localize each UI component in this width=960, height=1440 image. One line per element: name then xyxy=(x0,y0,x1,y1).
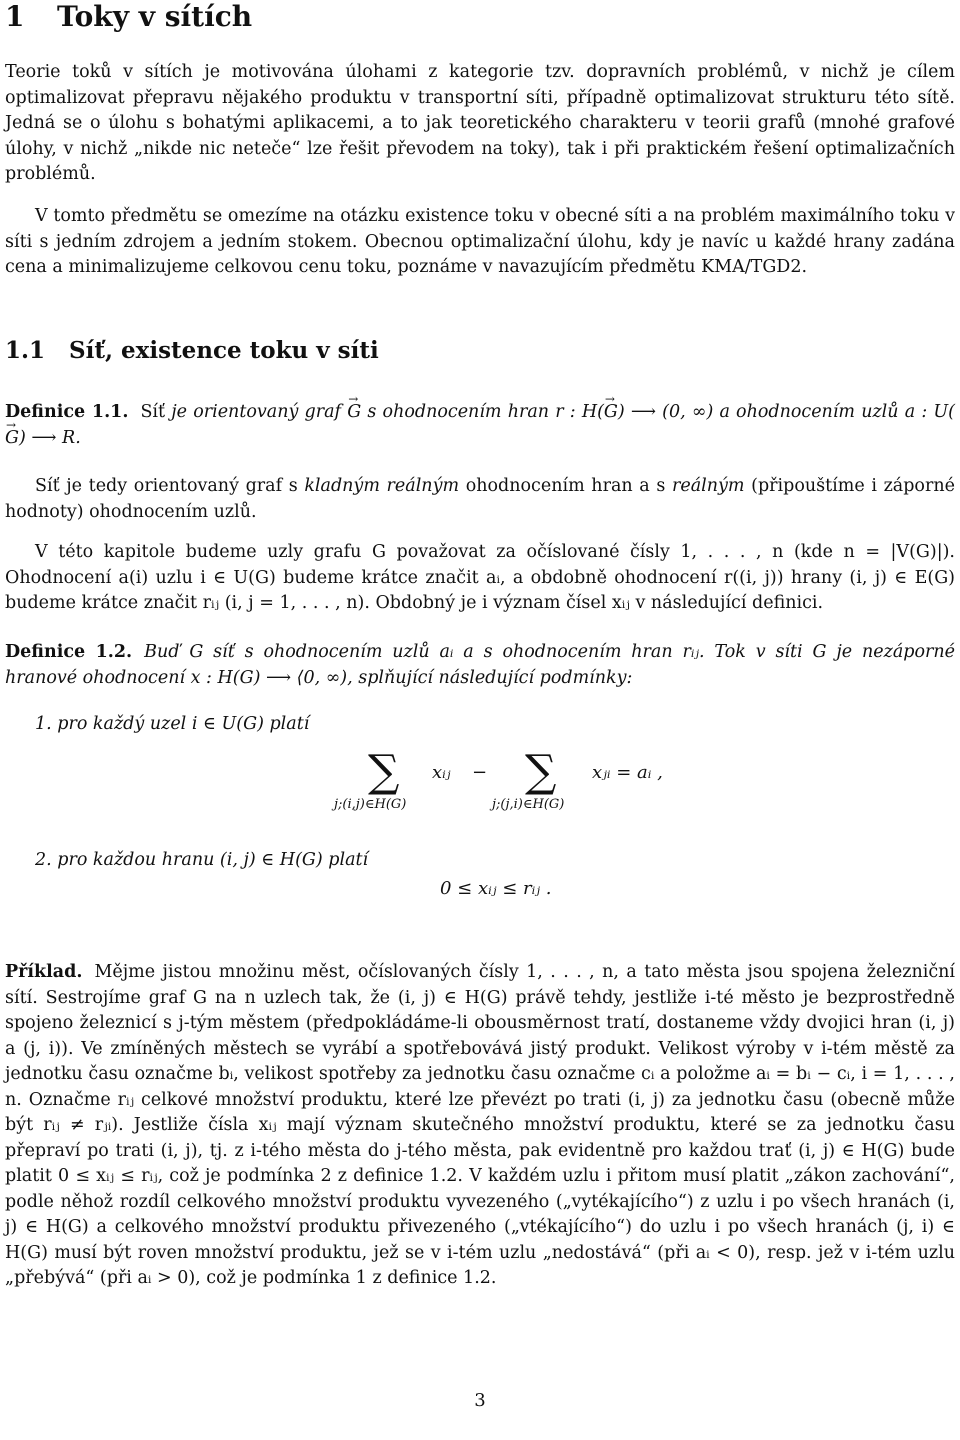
definition-1-1 xyxy=(5,400,955,451)
text-run: ohodnocením hran a s xyxy=(465,476,666,496)
definition-1-2 xyxy=(5,640,955,691)
after-def1-paragraph-2: V této kapitole budeme uzly grafu G považovat za očíslované čísly 1, . . . , n (kde n = |V(G)|). Ohodnocení a(i) uzlu i ∈ U(G) budeme krátce značit aᵢ, a obdobně ohodnocení r((i, j)) hrany (i, j) ∈ E(G) budeme krátce značit rᵢⱼ (i, j = 1, . . . , n). Obdobný je i význam čísel xᵢⱼ v následující definici. xyxy=(5,542,955,613)
graph-symbol: → G xyxy=(347,400,361,426)
section-number: 1.1 xyxy=(5,337,46,364)
def1-text-4: ) ⟶ (0, ∞) a ohodnocením uzlů xyxy=(617,402,899,422)
condition-2 xyxy=(35,848,935,874)
formula1-term-2: xⱼᵢ = aᵢ , xyxy=(592,762,663,783)
text-run: Síť je tedy orientovaný graf s xyxy=(35,476,298,496)
def1-text-1: je orientovaný graf xyxy=(171,402,342,422)
graph-symbol: → G xyxy=(5,426,19,452)
chapter-title: Toky v sítích xyxy=(57,0,253,33)
condition-2-label: 2. pro každou hranu (i, j) ∈ H(G) platí xyxy=(35,850,369,870)
sum-symbol-1: ∑ xyxy=(368,746,400,797)
section-heading xyxy=(5,336,379,366)
def1-text-5: a : U( xyxy=(904,402,956,422)
def2-text: Buď G síť s ohodnocením uzlů aᵢ a s ohodnocením hran rᵢⱼ. Tok v síti G je nezáporné hranové ohodnocení x : H(G) ⟶ ⟨0, ∞), splňující následující podmínky: xyxy=(5,642,955,688)
sum-symbol-2: ∑ xyxy=(525,746,557,797)
formula1-minus: − xyxy=(472,762,488,783)
example-label: Příklad. xyxy=(5,962,83,982)
text-run-italic: kladným reálným xyxy=(304,476,460,496)
formula1-sub-2: j;(j,i)∈H(G) xyxy=(492,797,565,812)
after-def1-paragraph-1 xyxy=(5,474,955,525)
def1-term: Síť xyxy=(140,402,166,422)
definition-label: Definice 1.2. xyxy=(5,642,133,662)
example-paragraph xyxy=(5,960,955,1292)
graph-symbol: → G xyxy=(604,400,618,426)
def1-text-6: ) ⟶ R. xyxy=(18,427,81,448)
text-run-italic: reálným xyxy=(671,476,745,496)
def1-text-3: r : H( xyxy=(555,402,604,422)
definition-label: Definice 1.1. xyxy=(5,402,129,422)
formula1-sub-1: j;(i,j)∈H(G) xyxy=(334,797,407,812)
section-title: Síť, existence toku v síti xyxy=(69,337,379,364)
intro-paragraph-2: V tomto předmětu se omezíme na otázku existence toku v obecné síti a na problém maximálního toku v síti s jedním zdrojem a jedním stokem. Obecnou optimalizační úlohu, kdy je navíc u každé hrany zadána cena a minimalizujeme celkovou cenu toku, poznáme v navazujícím předmětu KMA/TGD2. xyxy=(5,206,955,277)
def1-text-2: s ohodnocením hran xyxy=(367,402,550,422)
chapter-heading xyxy=(5,0,252,34)
text-run: (připouštíme i záporné hodnoty) ohodnocením uzlů. xyxy=(5,476,955,522)
page-number: 3 xyxy=(474,1390,486,1411)
formula1-term-1: xᵢⱼ xyxy=(432,762,451,783)
formula-2: 0 ≤ xᵢⱼ ≤ rᵢⱼ . xyxy=(440,878,552,899)
example-text: Mějme jistou množinu měst, očíslovaných čísly 1, . . . , n, a tato města jsou spojena železniční sítí. Sestrojíme graf G na n uzlech tak, že (i, j) ∈ H(G) právě tehdy, jestliže i-té město je bezprostředně spojeno železnicí s j-tým městem (předpokládáme-li obousměrnost tratí, dostaneme vždy dvojici hran (i, j) a (j, i)). Ve zmíněných městech se vyrábí a spotřebovává jistý produkt. Velikost výroby v i-tém městě za jednotku času označme bᵢ, velikost spotřeby za jednotku času označme cᵢ a položme aᵢ = bᵢ − cᵢ, i = 1, . . . , n. Označme rᵢⱼ celkové množství produktu, které lze převézt po trati (i, j) za jednotku času (obecně může být rᵢⱼ ≠ rⱼᵢ). Jestliže čísla xᵢⱼ mají význam skutečného množství produktu, které se za jednotku času přepraví po trati (i, j), tj. z i-tého města do j-tého města, pak evidentně pro každou trať (i, j) ∈ H(G) bude platit 0 ≤ xᵢⱼ ≤ rᵢⱼ, což je podmínka 2 z definice 1.2. V každém uzlu i přitom musí platit „zákon zachování“, podle něhož rozdíl celkového množství produktu vyvezeného („vytékajícího“) z uzlu i po všech hranách (i, j) ∈ H(G) a celkového množství produktu přivezeného („vtékajícího“) do uzlu i po všech hranách (j, i) ∈ H(G) musí být roven množství produktu, jež se v i-tém uzlu „nedostává“ (při aᵢ < 0), resp. jež v i-tém uzlu „přebývá“ (při aᵢ > 0), což je podmínka 1 z definice 1.2. xyxy=(5,962,955,1288)
chapter-number: 1 xyxy=(5,0,25,33)
intro-paragraph-1: Teorie toků v sítích je motivována úlohami z kategorie tzv. dopravních problémů, v nichž je cílem optimalizovat přepravu nějakého produktu v transportní síti, případně optimalizovat strukturu této sítě. Jedná se o úlohu s bohatými aplikacemi, a to jak teoretického charakteru v teorii grafů (mnohé grafové úlohy, v nichž „nikde nic neteče“ lze řešit převodem na toky), tak i při praktickém řešení optimalizačních problémů. xyxy=(5,62,955,184)
condition-1 xyxy=(35,712,935,738)
condition-1-label: 1. pro každý uzel i ∈ U(G) platí xyxy=(35,714,310,734)
